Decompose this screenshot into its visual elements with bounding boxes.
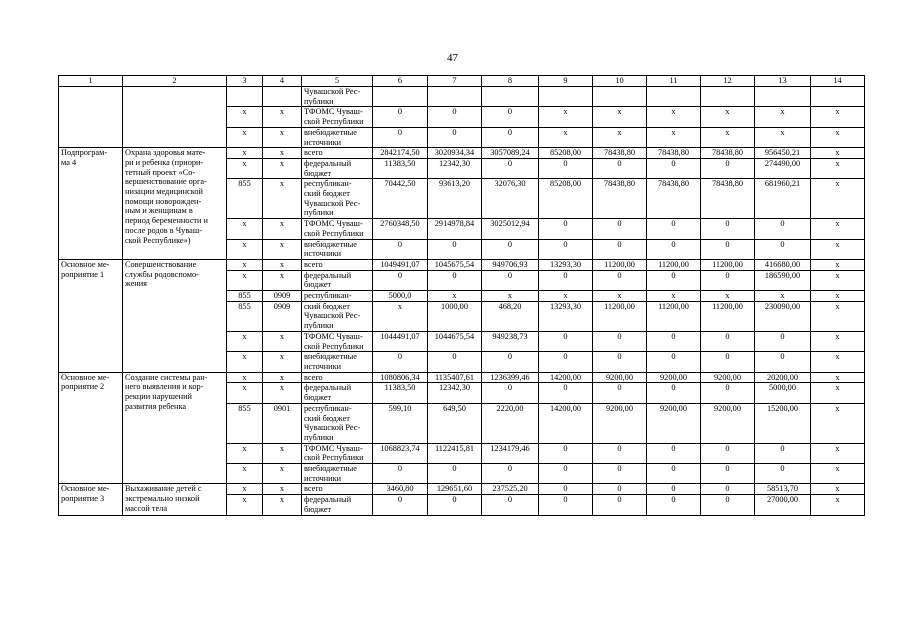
amount-cell: 0: [373, 464, 428, 484]
amount-cell: 11200,00: [701, 301, 755, 331]
budget-table: [58, 75, 865, 516]
amount-cell: 0: [701, 270, 755, 290]
amount-cell: 15200,00: [755, 403, 811, 443]
amount-cell: x: [811, 372, 865, 383]
program-name-cell: Основное ме- роприятие 2: [59, 372, 123, 484]
funding-source-cell: республикан- ский бюджет Чувашской Рес- публики: [302, 403, 373, 443]
amount-cell: 9200,00: [593, 372, 647, 383]
amount-cell: 11200,00: [647, 301, 701, 331]
amount-cell: 0: [755, 239, 811, 259]
amount-cell: 0: [482, 495, 539, 515]
grbs-code-cell: x: [227, 270, 263, 290]
amount-cell: 0: [482, 127, 539, 147]
section-code-cell: x: [263, 219, 302, 239]
amount-cell: 5000,00: [755, 383, 811, 403]
section-code-cell: x: [263, 372, 302, 383]
amount-cell: 2842174,50: [373, 148, 428, 159]
section-code-cell: x: [263, 259, 302, 270]
program-name-cell: Основное ме- роприятие 3: [59, 484, 123, 515]
grbs-code-cell: x: [227, 464, 263, 484]
grbs-code-cell: x: [227, 148, 263, 159]
section-code-cell: 0909: [263, 291, 302, 302]
amount-cell: 0: [593, 331, 647, 351]
amount-cell: 0: [593, 270, 647, 290]
amount-cell: 1044491,07: [373, 331, 428, 351]
column-number-row: [59, 76, 865, 87]
section-code-cell: x: [263, 179, 302, 219]
amount-cell: 12342,30: [428, 383, 482, 403]
amount-cell: 3460,80: [373, 484, 428, 495]
amount-cell: 1080806,34: [373, 372, 428, 383]
amount-cell: 0: [428, 107, 482, 127]
amount-cell: 2914978,84: [428, 219, 482, 239]
amount-cell: 0: [647, 464, 701, 484]
program-name-cell: Подпрограм- ма 4: [59, 148, 123, 260]
grbs-code-cell: 855: [227, 403, 263, 443]
funding-source-cell: республикан- ский бюджет Чувашской Рес- публики: [302, 179, 373, 219]
amount-cell: 78438,80: [593, 148, 647, 159]
funding-source-cell: республикан-: [302, 291, 373, 302]
amount-cell: 0: [593, 352, 647, 372]
amount-cell: 0: [647, 383, 701, 403]
amount-cell: 0: [755, 352, 811, 372]
amount-cell: 0: [701, 219, 755, 239]
amount-cell: 0: [482, 352, 539, 372]
amount-cell: 0: [482, 383, 539, 403]
funding-source-cell: всего: [302, 148, 373, 159]
program-description-cell: [123, 87, 227, 148]
amount-cell: x: [701, 291, 755, 302]
program-description-cell: Создание системы ран- него выявления и кор- рекции нарушений развития ребенка: [123, 372, 227, 484]
amount-cell: 274490,00: [755, 158, 811, 178]
amount-cell: 78438,80: [701, 148, 755, 159]
program-name-cell: [59, 87, 123, 148]
amount-cell: [811, 87, 865, 107]
amount-cell: 1122415,81: [428, 443, 482, 463]
section-code-cell: x: [263, 352, 302, 372]
amount-cell: 0: [539, 239, 593, 259]
amount-cell: 0: [539, 352, 593, 372]
column-number-header: 4: [263, 76, 302, 87]
section-code-cell: x: [263, 127, 302, 147]
amount-cell: 0: [701, 495, 755, 515]
amount-cell: 11200,00: [593, 259, 647, 270]
amount-cell: x: [811, 107, 865, 127]
amount-cell: x: [811, 331, 865, 351]
amount-cell: [428, 87, 482, 107]
section-code-cell: x: [263, 495, 302, 515]
amount-cell: x: [811, 383, 865, 403]
amount-cell: 0: [593, 219, 647, 239]
amount-cell: 186590,00: [755, 270, 811, 290]
amount-cell: 0: [593, 443, 647, 463]
amount-cell: 0: [482, 239, 539, 259]
amount-cell: 0: [647, 495, 701, 515]
grbs-code-cell: x: [227, 107, 263, 127]
amount-cell: 0: [701, 484, 755, 495]
amount-cell: 11200,00: [647, 259, 701, 270]
amount-cell: 0: [755, 443, 811, 463]
amount-cell: x: [647, 291, 701, 302]
amount-cell: 0: [647, 270, 701, 290]
column-number-header: 12: [701, 76, 755, 87]
amount-cell: 1234179,46: [482, 443, 539, 463]
funding-source-cell: Чувашской Рес- публики: [302, 87, 373, 107]
amount-cell: 0: [755, 219, 811, 239]
amount-cell: [539, 87, 593, 107]
amount-cell: x: [811, 219, 865, 239]
amount-cell: 78438,80: [647, 148, 701, 159]
amount-cell: 3020934,34: [428, 148, 482, 159]
amount-cell: 0: [373, 239, 428, 259]
table-row: [59, 484, 865, 495]
amount-cell: x: [811, 352, 865, 372]
grbs-code-cell: x: [227, 331, 263, 351]
amount-cell: 0: [539, 158, 593, 178]
amount-cell: 0: [593, 495, 647, 515]
grbs-code-cell: x: [227, 127, 263, 147]
amount-cell: 0: [539, 443, 593, 463]
amount-cell: 0: [755, 464, 811, 484]
funding-source-cell: федеральный бюджет: [302, 495, 373, 515]
amount-cell: 230090,00: [755, 301, 811, 331]
amount-cell: 416680,00: [755, 259, 811, 270]
funding-source-cell: внебюджетные источники: [302, 352, 373, 372]
amount-cell: 129651,60: [428, 484, 482, 495]
amount-cell: 0: [482, 107, 539, 127]
amount-cell: x: [811, 148, 865, 159]
amount-cell: 1236399,46: [482, 372, 539, 383]
amount-cell: 2220,00: [482, 403, 539, 443]
amount-cell: x: [428, 291, 482, 302]
amount-cell: 78438,80: [647, 179, 701, 219]
amount-cell: 681960,21: [755, 179, 811, 219]
amount-cell: 93613,20: [428, 179, 482, 219]
section-code-cell: x: [263, 107, 302, 127]
amount-cell: 0: [373, 352, 428, 372]
grbs-code-cell: x: [227, 443, 263, 463]
amount-cell: 0: [701, 158, 755, 178]
amount-cell: 0: [647, 219, 701, 239]
amount-cell: 0: [428, 239, 482, 259]
amount-cell: 0: [539, 495, 593, 515]
program-name-cell: Основное ме- роприятие 1: [59, 259, 123, 372]
amount-cell: x: [811, 464, 865, 484]
amount-cell: 78438,80: [701, 179, 755, 219]
amount-cell: 13293,30: [539, 301, 593, 331]
section-code-cell: x: [263, 239, 302, 259]
table-row: [59, 148, 865, 159]
amount-cell: 0: [373, 127, 428, 147]
funding-source-cell: ТФОМС Чуваш- ской Республики: [302, 331, 373, 351]
amount-cell: 9200,00: [647, 372, 701, 383]
amount-cell: 0: [647, 352, 701, 372]
amount-cell: 0: [593, 383, 647, 403]
amount-cell: 0: [428, 127, 482, 147]
amount-cell: 0: [428, 270, 482, 290]
column-number-header: 5: [302, 76, 373, 87]
amount-cell: 0: [539, 464, 593, 484]
amount-cell: 70442,50: [373, 179, 428, 219]
column-number-header: 9: [539, 76, 593, 87]
amount-cell: 11383,50: [373, 383, 428, 403]
section-code-cell: x: [263, 383, 302, 403]
amount-cell: 0: [482, 158, 539, 178]
amount-cell: 11200,00: [593, 301, 647, 331]
amount-cell: 0: [701, 239, 755, 259]
amount-cell: 0: [701, 383, 755, 403]
table-row: [59, 259, 865, 270]
amount-cell: 1044675,54: [428, 331, 482, 351]
amount-cell: 20200,00: [755, 372, 811, 383]
table-row: [59, 372, 865, 383]
section-code-cell: 0909: [263, 301, 302, 331]
amount-cell: 0: [482, 464, 539, 484]
amount-cell: 0: [701, 331, 755, 351]
funding-source-cell: ТФОМС Чуваш- ской Республики: [302, 219, 373, 239]
amount-cell: 0: [373, 495, 428, 515]
section-code-cell: [263, 87, 302, 107]
amount-cell: 9200,00: [593, 403, 647, 443]
amount-cell: 0: [647, 484, 701, 495]
amount-cell: 0: [539, 331, 593, 351]
amount-cell: 2760348,50: [373, 219, 428, 239]
page-number: 47: [447, 52, 458, 64]
amount-cell: 0: [428, 352, 482, 372]
amount-cell: 58513,70: [755, 484, 811, 495]
amount-cell: 1068823,74: [373, 443, 428, 463]
amount-cell: 468,20: [482, 301, 539, 331]
amount-cell: 0: [647, 239, 701, 259]
amount-cell: x: [755, 127, 811, 147]
amount-cell: x: [373, 301, 428, 331]
amount-cell: x: [811, 158, 865, 178]
amount-cell: x: [482, 291, 539, 302]
amount-cell: 0: [373, 270, 428, 290]
grbs-code-cell: 855: [227, 291, 263, 302]
amount-cell: 0: [647, 158, 701, 178]
funding-source-cell: федеральный бюджет: [302, 383, 373, 403]
amount-cell: [755, 87, 811, 107]
amount-cell: x: [811, 179, 865, 219]
section-code-cell: x: [263, 331, 302, 351]
amount-cell: x: [647, 127, 701, 147]
amount-cell: x: [811, 239, 865, 259]
amount-cell: 0: [593, 239, 647, 259]
amount-cell: 14200,00: [539, 403, 593, 443]
amount-cell: 9200,00: [701, 403, 755, 443]
amount-cell: x: [755, 291, 811, 302]
amount-cell: 0: [593, 158, 647, 178]
funding-source-cell: ский бюджет Чувашской Рес- публики: [302, 301, 373, 331]
amount-cell: 0: [428, 495, 482, 515]
amount-cell: 599,10: [373, 403, 428, 443]
amount-cell: 13293,30: [539, 259, 593, 270]
amount-cell: 0: [593, 484, 647, 495]
section-code-cell: x: [263, 158, 302, 178]
amount-cell: 956450,21: [755, 148, 811, 159]
amount-cell: 0: [701, 464, 755, 484]
grbs-code-cell: x: [227, 383, 263, 403]
grbs-code-cell: x: [227, 239, 263, 259]
column-number-header: 7: [428, 76, 482, 87]
amount-cell: x: [811, 301, 865, 331]
program-description-cell: Выхаживание детей с экстремально низкой массой тела: [123, 484, 227, 515]
amount-cell: 3025012,94: [482, 219, 539, 239]
funding-source-cell: ТФОМС Чуваш- ской Республики: [302, 443, 373, 463]
amount-cell: 0: [701, 352, 755, 372]
funding-source-cell: внебюджетные источники: [302, 464, 373, 484]
column-number-header: 2: [123, 76, 227, 87]
amount-cell: 0: [539, 484, 593, 495]
section-code-cell: x: [263, 443, 302, 463]
amount-cell: 11383,50: [373, 158, 428, 178]
column-number-header: 14: [811, 76, 865, 87]
grbs-code-cell: x: [227, 484, 263, 495]
column-number-header: 6: [373, 76, 428, 87]
amount-cell: x: [755, 107, 811, 127]
amount-cell: x: [539, 127, 593, 147]
column-number-header: 8: [482, 76, 539, 87]
grbs-code-cell: [227, 87, 263, 107]
amount-cell: x: [811, 259, 865, 270]
amount-cell: 0: [755, 331, 811, 351]
amount-cell: 9200,00: [647, 403, 701, 443]
grbs-code-cell: x: [227, 372, 263, 383]
amount-cell: [373, 87, 428, 107]
funding-source-cell: федеральный бюджет: [302, 270, 373, 290]
amount-cell: x: [811, 291, 865, 302]
amount-cell: x: [811, 127, 865, 147]
amount-cell: 5000,0: [373, 291, 428, 302]
amount-cell: x: [647, 107, 701, 127]
amount-cell: 9200,00: [701, 372, 755, 383]
grbs-code-cell: x: [227, 352, 263, 372]
amount-cell: x: [811, 495, 865, 515]
amount-cell: 0: [539, 383, 593, 403]
section-code-cell: 0901: [263, 403, 302, 443]
amount-cell: 1045675,54: [428, 259, 482, 270]
amount-cell: x: [701, 127, 755, 147]
column-number-header: 10: [593, 76, 647, 87]
amount-cell: [482, 87, 539, 107]
amount-cell: 3057089,24: [482, 148, 539, 159]
grbs-code-cell: x: [227, 219, 263, 239]
funding-source-cell: ТФОМС Чуваш- ской Республики: [302, 107, 373, 127]
section-code-cell: x: [263, 484, 302, 495]
amount-cell: 949706,93: [482, 259, 539, 270]
funding-source-cell: всего: [302, 259, 373, 270]
section-code-cell: x: [263, 464, 302, 484]
amount-cell: 78438,80: [593, 179, 647, 219]
amount-cell: x: [811, 484, 865, 495]
funding-source-cell: внебюджетные источники: [302, 127, 373, 147]
amount-cell: 85208,00: [539, 148, 593, 159]
amount-cell: 0: [647, 331, 701, 351]
column-number-header: 3: [227, 76, 263, 87]
amount-cell: x: [811, 443, 865, 463]
amount-cell: 32076,30: [482, 179, 539, 219]
amount-cell: x: [811, 270, 865, 290]
amount-cell: x: [593, 107, 647, 127]
amount-cell: x: [539, 291, 593, 302]
funding-source-cell: внебюджетные источники: [302, 239, 373, 259]
grbs-code-cell: 855: [227, 301, 263, 331]
funding-source-cell: всего: [302, 484, 373, 495]
amount-cell: 0: [539, 219, 593, 239]
amount-cell: 0: [539, 270, 593, 290]
column-number-header: 13: [755, 76, 811, 87]
grbs-code-cell: x: [227, 259, 263, 270]
amount-cell: 0: [647, 443, 701, 463]
amount-cell: 0: [482, 270, 539, 290]
amount-cell: [701, 87, 755, 107]
grbs-code-cell: x: [227, 158, 263, 178]
amount-cell: 0: [373, 107, 428, 127]
amount-cell: x: [701, 107, 755, 127]
amount-cell: x: [539, 107, 593, 127]
amount-cell: x: [811, 403, 865, 443]
column-number-header: 1: [59, 76, 123, 87]
grbs-code-cell: x: [227, 495, 263, 515]
column-number-header: 11: [647, 76, 701, 87]
amount-cell: 237525,20: [482, 484, 539, 495]
amount-cell: 1049491,07: [373, 259, 428, 270]
program-description-cell: Охрана здоровья мате- ри и ребенка (приори- тетный проект «Со- вершенствование орга- низации медицинской помощи новорожден- ным и женщинам в период беременности и после родов в Чуваш- ской Республике»): [123, 148, 227, 260]
funding-source-cell: всего: [302, 372, 373, 383]
grbs-code-cell: 855: [227, 179, 263, 219]
amount-cell: [647, 87, 701, 107]
amount-cell: [593, 87, 647, 107]
funding-source-cell: федеральный бюджет: [302, 158, 373, 178]
section-code-cell: x: [263, 148, 302, 159]
amount-cell: 1000,00: [428, 301, 482, 331]
amount-cell: 27000,00: [755, 495, 811, 515]
amount-cell: 12342,30: [428, 158, 482, 178]
amount-cell: 0: [428, 464, 482, 484]
amount-cell: 649,50: [428, 403, 482, 443]
amount-cell: x: [593, 291, 647, 302]
amount-cell: 949238,73: [482, 331, 539, 351]
amount-cell: 0: [701, 443, 755, 463]
amount-cell: 0: [593, 464, 647, 484]
amount-cell: x: [593, 127, 647, 147]
amount-cell: 1135407,61: [428, 372, 482, 383]
program-description-cell: Совершенствование службы родовспомо- жения: [123, 259, 227, 372]
section-code-cell: x: [263, 270, 302, 290]
amount-cell: 11200,00: [701, 259, 755, 270]
amount-cell: 14200,00: [539, 372, 593, 383]
table-row: [59, 87, 865, 107]
amount-cell: 85208,00: [539, 179, 593, 219]
